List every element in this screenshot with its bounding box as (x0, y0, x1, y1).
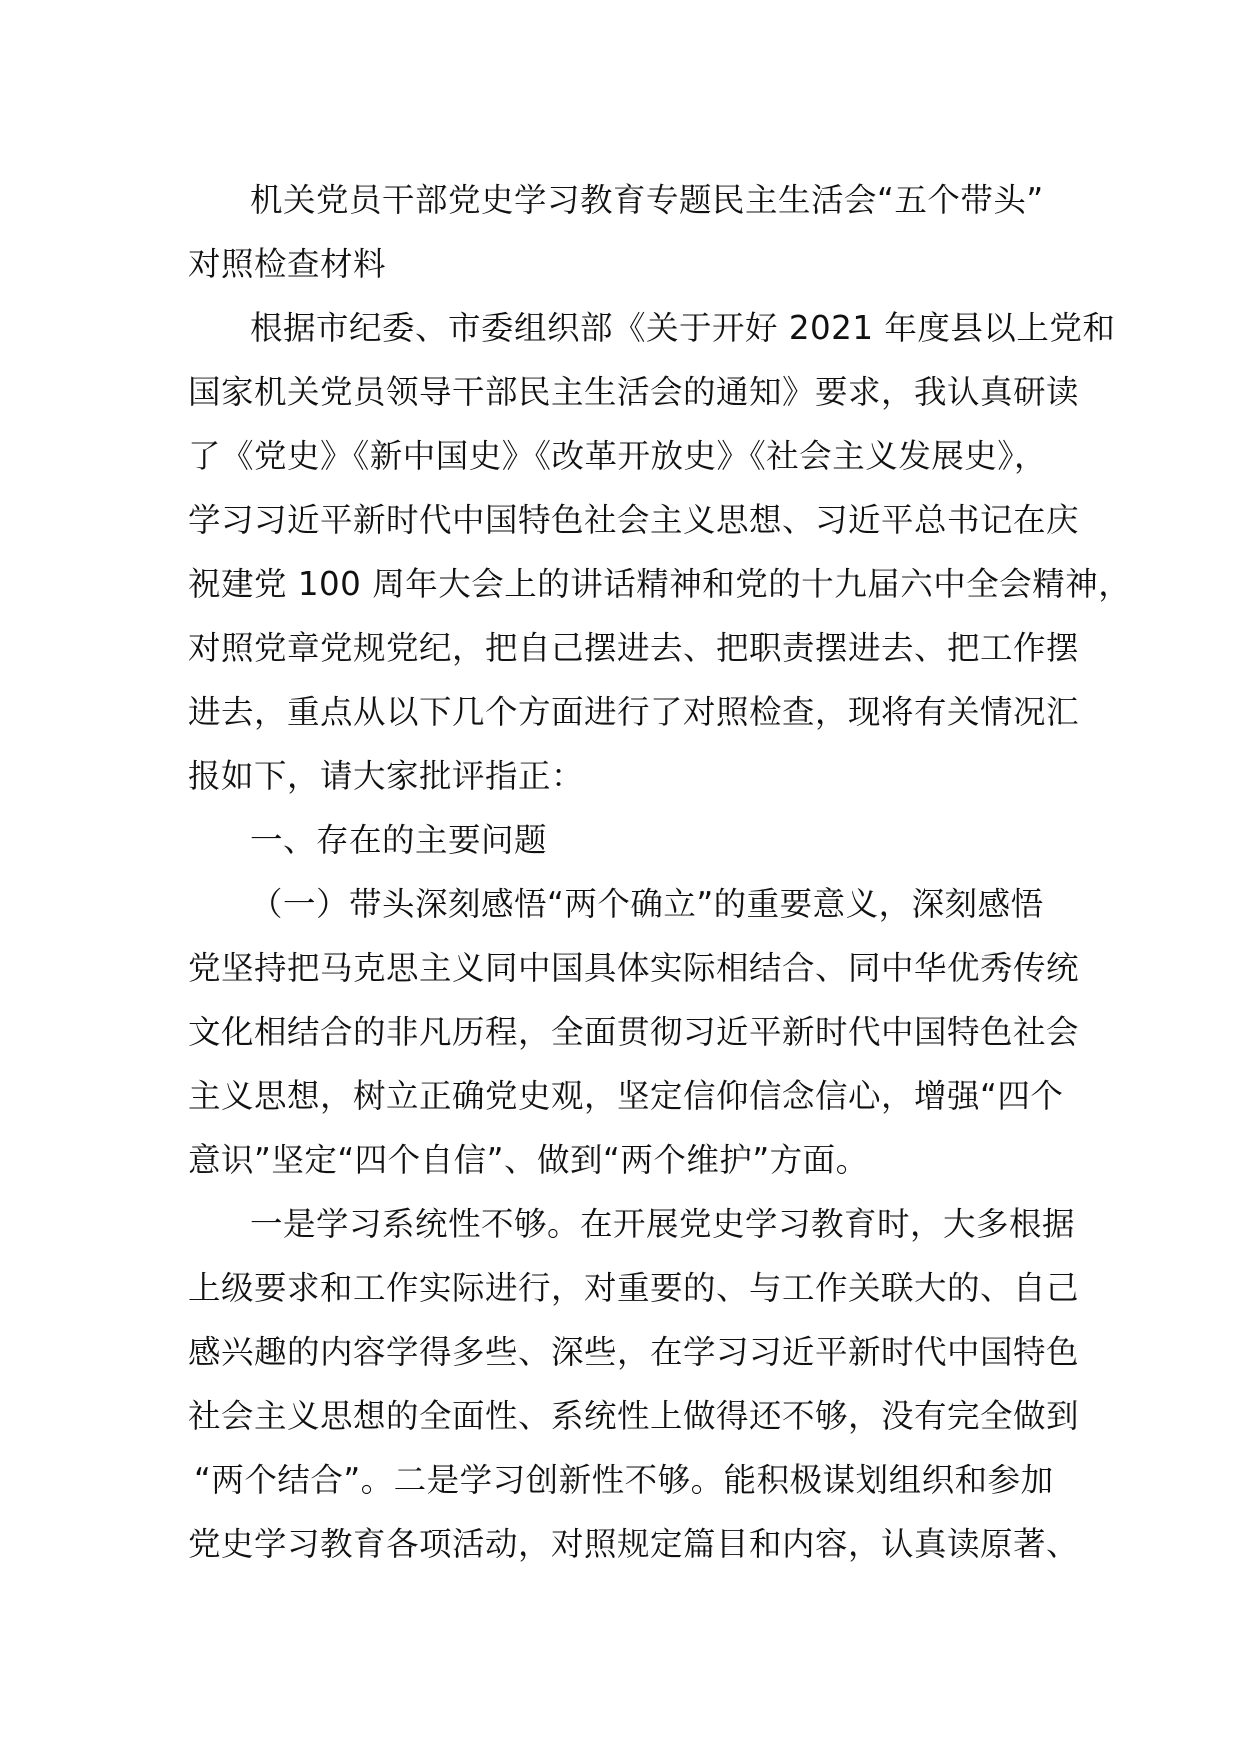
intro-line: 了《党史》《新中国史》《改革开放史》《社会主义发展史》， (188, 437, 1048, 475)
body-line: 一是学习系统性不够。在开展党史学习教育时，大多根据 (250, 1205, 1076, 1243)
subsection-line: （一）带头深刻感悟“两个确立”的重要意义，深刻感悟 (250, 885, 1044, 923)
intro-line: 学习习近平新时代中国特色社会主义思想、习近平总书记在庆 (188, 501, 1080, 539)
intro-line: 报如下，请大家批评指正： (188, 757, 585, 795)
intro-line: 进去，重点从以下几个方面进行了对照检查，现将有关情况汇 (188, 693, 1080, 731)
body-line: 感兴趣的内容学得多些、深些，在学习习近平新时代中国特色 (188, 1333, 1080, 1371)
document-title-line: 对照检查材料 (188, 245, 387, 283)
subsection-line: 党坚持把马克思主义同中国具体实际相结合、同中华优秀传统 (188, 949, 1080, 987)
body-line: 上级要求和工作实际进行，对重要的、与工作关联大的、自己 (188, 1269, 1080, 1307)
section-heading: 一、存在的主要问题 (250, 821, 548, 859)
body-line: “两个结合”。二是学习创新性不够。能积极谋划组织和参加 (194, 1461, 1054, 1499)
body-line: 党史学习教育各项活动，对照规定篇目和内容，认真读原著、 (188, 1525, 1080, 1563)
intro-line: 祝建党 100 周年大会上的讲话精神和党的十九届六中全会精神， (188, 565, 1132, 603)
subsection-line: 意识”坚定“四个自信”、做到“两个维护”方面。 (188, 1141, 869, 1179)
subsection-line: 主义思想，树立正确党史观，坚定信仰信念信心，增强“四个 (188, 1077, 1064, 1115)
intro-line: 国家机关党员领导干部民主生活会的通知》要求，我认真研读 (188, 373, 1080, 411)
body-line: 社会主义思想的全面性、系统性上做得还不够，没有完全做到 (188, 1397, 1080, 1435)
intro-line: 对照党章党规党纪，把自己摆进去、把职责摆进去、把工作摆 (188, 629, 1080, 667)
intro-line: 根据市纪委、市委组织部《关于开好 2021 年度县以上党和 (250, 309, 1116, 347)
document-body (188, 168, 1132, 1576)
subsection-line: 文化相结合的非凡历程，全面贯彻习近平新时代中国特色社会 (188, 1013, 1080, 1051)
document-title-line: 机关党员干部党史学习教育专题民主生活会“五个带头” (250, 181, 1044, 219)
